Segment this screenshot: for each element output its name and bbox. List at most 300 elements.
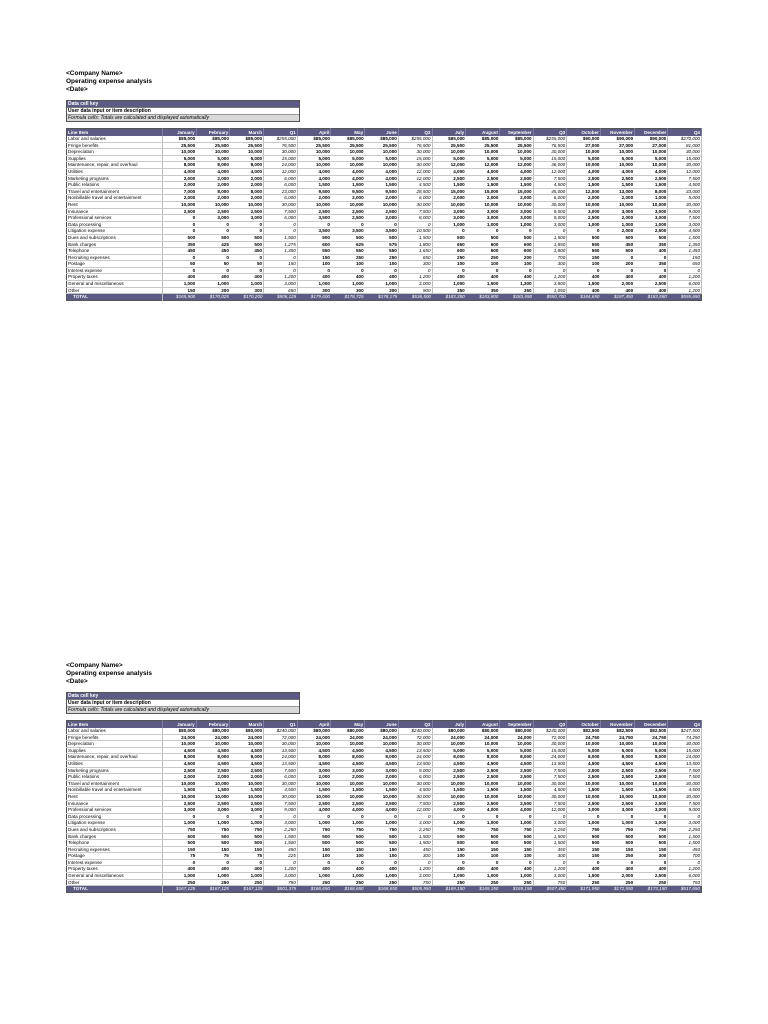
month-value-cell[interactable]: 10,000 xyxy=(365,780,399,787)
month-value-cell[interactable]: 2,000 xyxy=(230,182,264,189)
month-value-cell[interactable]: 2,000 xyxy=(331,195,365,202)
quarter-total-cell[interactable]: 30,000 xyxy=(533,793,567,800)
month-value-cell[interactable]: 3,500 xyxy=(331,228,365,235)
month-value-cell[interactable]: 8,000 xyxy=(230,188,264,195)
month-value-cell[interactable]: $82,500 xyxy=(567,728,601,734)
month-value-cell[interactable]: 2,500 xyxy=(600,767,634,774)
month-value-cell[interactable]: 250 xyxy=(365,879,399,886)
month-value-cell[interactable]: 3,000 xyxy=(432,208,466,215)
month-value-cell[interactable]: 8,000 xyxy=(331,754,365,761)
month-value-cell[interactable]: 250 xyxy=(297,879,331,886)
month-value-cell[interactable]: 10,000 xyxy=(634,780,668,787)
month-value-cell[interactable]: 0 xyxy=(600,267,634,274)
quarter-total-cell[interactable]: 15,000 xyxy=(668,155,702,162)
month-value-cell[interactable]: 500 xyxy=(163,833,197,840)
month-value-cell[interactable]: 0 xyxy=(331,859,365,866)
month-value-cell[interactable]: 10,000 xyxy=(466,741,500,748)
quarter-total-cell[interactable]: 24,000 xyxy=(533,754,567,761)
month-value-cell[interactable]: 4,500 xyxy=(297,760,331,767)
month-value-cell[interactable]: 50 xyxy=(196,261,230,268)
month-value-cell[interactable]: 50 xyxy=(230,261,264,268)
month-value-cell[interactable]: 1,500 xyxy=(331,182,365,189)
month-value-cell[interactable]: 2,500 xyxy=(567,767,601,774)
quarter-total-cell[interactable]: 4,500 xyxy=(668,787,702,794)
month-value-cell[interactable]: 625 xyxy=(331,241,365,248)
month-value-cell[interactable]: 2,500 xyxy=(297,208,331,215)
quarter-total-cell[interactable]: 650 xyxy=(398,254,432,261)
quarter-total-cell[interactable]: 36,000 xyxy=(533,162,567,169)
month-value-cell[interactable]: $80,000 xyxy=(432,728,466,734)
quarter-total-cell[interactable]: $270,000 xyxy=(668,136,702,142)
quarter-total-cell[interactable]: 0 xyxy=(533,228,567,235)
month-value-cell[interactable]: 5,000 xyxy=(600,155,634,162)
month-value-cell[interactable]: 10,000 xyxy=(499,793,533,800)
quarter-total-cell[interactable]: 28,500 xyxy=(398,188,432,195)
quarter-total-cell[interactable]: 1,800 xyxy=(533,248,567,255)
quarter-total-cell[interactable]: 1,650 xyxy=(398,248,432,255)
month-value-cell[interactable]: 500 xyxy=(499,833,533,840)
quarter-total-cell[interactable]: 3,800 xyxy=(533,281,567,288)
quarter-total-cell[interactable]: 0 xyxy=(668,813,702,820)
line-item-label[interactable]: Professional services xyxy=(67,215,163,222)
month-value-cell[interactable]: 10,000 xyxy=(196,149,230,156)
month-value-cell[interactable]: 10,000 xyxy=(634,162,668,169)
quarter-total-cell[interactable]: 1,500 xyxy=(264,234,298,241)
month-value-cell[interactable]: 4,000 xyxy=(196,168,230,175)
month-value-cell[interactable]: 400 xyxy=(567,866,601,873)
quarter-total-cell[interactable]: 3,000 xyxy=(398,820,432,827)
month-value-cell[interactable]: 500 xyxy=(230,833,264,840)
month-value-cell[interactable]: 250 xyxy=(196,879,230,886)
month-value-cell[interactable]: 10,000 xyxy=(634,793,668,800)
quarter-total-cell[interactable]: 30,000 xyxy=(668,149,702,156)
line-item-label[interactable]: Travel and entertainment xyxy=(67,780,163,787)
month-value-cell[interactable]: 5,000 xyxy=(196,155,230,162)
quarter-total-cell[interactable]: 1,800 xyxy=(398,241,432,248)
month-value-cell[interactable]: 10,000 xyxy=(331,162,365,169)
quarter-total-cell[interactable]: 450 xyxy=(533,846,567,853)
month-value-cell[interactable]: 10,000 xyxy=(163,780,197,787)
line-item-label[interactable]: Bank charges xyxy=(67,833,163,840)
month-value-cell[interactable]: 1,500 xyxy=(432,787,466,794)
month-value-cell[interactable]: 400 xyxy=(196,274,230,281)
month-value-cell[interactable]: 750 xyxy=(499,826,533,833)
month-value-cell[interactable]: 1,000 xyxy=(230,820,264,827)
month-value-cell[interactable]: 10,000 xyxy=(230,780,264,787)
month-value-cell[interactable]: 10,000 xyxy=(600,162,634,169)
line-item-label[interactable]: Bank charges xyxy=(67,241,163,248)
month-value-cell[interactable]: 2,000 xyxy=(600,873,634,880)
month-value-cell[interactable]: 10,000 xyxy=(567,149,601,156)
month-value-cell[interactable]: 750 xyxy=(567,826,601,833)
month-value-cell[interactable]: 4,500 xyxy=(163,760,197,767)
month-value-cell[interactable]: 8,000 xyxy=(230,162,264,169)
month-value-cell[interactable]: 0 xyxy=(163,859,197,866)
line-item-label[interactable]: Data processing xyxy=(67,221,163,228)
quarter-total-cell[interactable]: 9,000 xyxy=(533,208,567,215)
month-value-cell[interactable]: 0 xyxy=(499,228,533,235)
month-value-cell[interactable]: 5,000 xyxy=(634,155,668,162)
month-value-cell[interactable]: 2,500 xyxy=(567,175,601,182)
month-value-cell[interactable]: 400 xyxy=(634,287,668,294)
month-value-cell[interactable]: 25,500 xyxy=(365,142,399,149)
line-item-label[interactable]: Nonbillable travel and entertainment xyxy=(67,787,163,794)
month-value-cell[interactable]: 750 xyxy=(297,826,331,833)
month-value-cell[interactable]: 550 xyxy=(567,248,601,255)
month-value-cell[interactable]: $80,000 xyxy=(196,728,230,734)
quarter-total-cell[interactable]: 9,000 xyxy=(533,215,567,222)
month-value-cell[interactable]: 10,000 xyxy=(331,780,365,787)
quarter-total-cell[interactable]: 12,000 xyxy=(264,168,298,175)
line-item-label[interactable]: Supplies xyxy=(67,155,163,162)
quarter-total-cell[interactable]: 1,275 xyxy=(264,241,298,248)
month-value-cell[interactable]: 5,000 xyxy=(163,155,197,162)
month-value-cell[interactable]: 4,000 xyxy=(331,168,365,175)
month-value-cell[interactable]: 0 xyxy=(365,267,399,274)
line-item-label[interactable]: Interest expense xyxy=(67,267,163,274)
quarter-total-cell[interactable]: 6,000 xyxy=(668,281,702,288)
quarter-total-cell[interactable]: 30,000 xyxy=(264,201,298,208)
month-value-cell[interactable]: 300 xyxy=(230,287,264,294)
month-value-cell[interactable]: 4,500 xyxy=(567,760,601,767)
month-value-cell[interactable]: 2,000 xyxy=(499,195,533,202)
month-value-cell[interactable]: 8,000 xyxy=(365,754,399,761)
month-value-cell[interactable]: 1,500 xyxy=(634,182,668,189)
month-value-cell[interactable]: 250 xyxy=(163,879,197,886)
line-item-label[interactable]: Fringe benefits xyxy=(67,734,163,741)
month-value-cell[interactable]: 10,000 xyxy=(600,741,634,748)
month-value-cell[interactable]: 2,000 xyxy=(230,195,264,202)
quarter-total-cell[interactable]: 750 xyxy=(398,879,432,886)
month-value-cell[interactable]: 1,500 xyxy=(499,787,533,794)
month-value-cell[interactable]: 3,000 xyxy=(365,767,399,774)
month-value-cell[interactable]: 1,000 xyxy=(331,281,365,288)
quarter-total-cell[interactable]: 4,500 xyxy=(668,228,702,235)
quarter-total-cell[interactable]: 30,000 xyxy=(533,201,567,208)
quarter-total-cell[interactable]: 12,000 xyxy=(533,807,567,814)
month-value-cell[interactable]: 3,000 xyxy=(297,767,331,774)
month-value-cell[interactable]: 250 xyxy=(432,879,466,886)
month-value-cell[interactable]: 0 xyxy=(163,267,197,274)
month-value-cell[interactable]: 25,500 xyxy=(297,142,331,149)
month-value-cell[interactable]: 0 xyxy=(567,859,601,866)
line-item-label[interactable]: Labor and salaries xyxy=(67,728,163,734)
month-value-cell[interactable]: 2,500 xyxy=(297,800,331,807)
quarter-total-cell[interactable]: 6,000 xyxy=(264,195,298,202)
month-value-cell[interactable]: 10,000 xyxy=(365,741,399,748)
month-value-cell[interactable]: 8,000 xyxy=(634,188,668,195)
month-value-cell[interactable]: 10,000 xyxy=(365,162,399,169)
quarter-total-cell[interactable]: 0 xyxy=(264,859,298,866)
month-value-cell[interactable]: 4,000 xyxy=(297,168,331,175)
month-value-cell[interactable]: 2,500 xyxy=(196,208,230,215)
quarter-total-cell[interactable]: 650 xyxy=(668,261,702,268)
month-value-cell[interactable]: 2,000 xyxy=(466,195,500,202)
month-value-cell[interactable]: 10,000 xyxy=(466,780,500,787)
month-value-cell[interactable]: 750 xyxy=(331,826,365,833)
month-value-cell[interactable]: 8,000 xyxy=(163,754,197,761)
month-value-cell[interactable]: 10,000 xyxy=(230,741,264,748)
month-value-cell[interactable]: 10,000 xyxy=(499,741,533,748)
month-value-cell[interactable]: 0 xyxy=(432,267,466,274)
month-value-cell[interactable]: 500 xyxy=(297,840,331,847)
month-value-cell[interactable]: 2,000 xyxy=(163,182,197,189)
month-value-cell[interactable]: 1,000 xyxy=(432,820,466,827)
quarter-total-cell[interactable]: 0 xyxy=(668,859,702,866)
month-value-cell[interactable]: $90,000 xyxy=(634,136,668,142)
month-value-cell[interactable]: 500 xyxy=(365,833,399,840)
month-value-cell[interactable]: 8,000 xyxy=(297,754,331,761)
month-value-cell[interactable]: 10,000 xyxy=(634,149,668,156)
month-value-cell[interactable]: 0 xyxy=(432,859,466,866)
month-value-cell[interactable]: 10,000 xyxy=(634,741,668,748)
line-item-label[interactable]: Litigation expense xyxy=(67,228,163,235)
month-value-cell[interactable]: 550 xyxy=(365,248,399,255)
quarter-total-cell[interactable]: 300 xyxy=(533,261,567,268)
quarter-total-cell[interactable]: 1,500 xyxy=(668,840,702,847)
month-value-cell[interactable]: 10,000 xyxy=(297,162,331,169)
month-value-cell[interactable]: 1,000 xyxy=(499,873,533,880)
month-value-cell[interactable]: 200 xyxy=(600,261,634,268)
month-value-cell[interactable]: 4,500 xyxy=(331,760,365,767)
month-value-cell[interactable]: 0 xyxy=(365,859,399,866)
month-value-cell[interactable]: 0 xyxy=(466,267,500,274)
month-value-cell[interactable]: 5,000 xyxy=(466,155,500,162)
quarter-total-cell[interactable]: 30,000 xyxy=(398,201,432,208)
quarter-total-cell[interactable]: 1,500 xyxy=(398,234,432,241)
quarter-total-cell[interactable]: 1,850 xyxy=(533,241,567,248)
month-value-cell[interactable]: 500 xyxy=(600,833,634,840)
month-value-cell[interactable]: 7,000 xyxy=(163,188,197,195)
month-value-cell[interactable]: 750 xyxy=(196,826,230,833)
quarter-total-cell[interactable]: 15,000 xyxy=(668,747,702,754)
month-value-cell[interactable]: 8,000 xyxy=(600,754,634,761)
month-value-cell[interactable]: 1,500 xyxy=(297,787,331,794)
month-value-cell[interactable]: 75 xyxy=(163,853,197,860)
month-value-cell[interactable]: $85,000 xyxy=(196,136,230,142)
month-value-cell[interactable]: 2,500 xyxy=(600,175,634,182)
month-value-cell[interactable]: 300 xyxy=(331,287,365,294)
month-value-cell[interactable]: 1,000 xyxy=(297,281,331,288)
line-item-label[interactable]: Supplies xyxy=(67,747,163,754)
month-value-cell[interactable]: 2,000 xyxy=(297,774,331,781)
line-item-label[interactable]: Data processing xyxy=(67,813,163,820)
month-value-cell[interactable]: 500 xyxy=(196,234,230,241)
month-value-cell[interactable]: 3,500 xyxy=(297,228,331,235)
month-value-cell[interactable]: 0 xyxy=(163,254,197,261)
month-value-cell[interactable]: 400 xyxy=(297,274,331,281)
month-value-cell[interactable]: 1,000 xyxy=(163,820,197,827)
month-value-cell[interactable]: 250 xyxy=(365,254,399,261)
line-item-label[interactable]: Public relations xyxy=(67,182,163,189)
quarter-total-cell[interactable]: 72,000 xyxy=(533,734,567,741)
quarter-total-cell[interactable]: 1,500 xyxy=(668,234,702,241)
month-value-cell[interactable]: 24,750 xyxy=(634,734,668,741)
month-value-cell[interactable]: 2,500 xyxy=(634,800,668,807)
month-value-cell[interactable]: 500 xyxy=(365,840,399,847)
month-value-cell[interactable]: 0 xyxy=(365,813,399,820)
month-value-cell[interactable]: 1,000 xyxy=(331,820,365,827)
month-value-cell[interactable]: 500 xyxy=(634,833,668,840)
month-value-cell[interactable]: 2,000 xyxy=(600,228,634,235)
line-item-label[interactable]: Recruiting expenses xyxy=(67,254,163,261)
month-value-cell[interactable]: 75 xyxy=(196,853,230,860)
month-value-cell[interactable]: 400 xyxy=(567,274,601,281)
month-value-cell[interactable]: 400 xyxy=(163,866,197,873)
month-value-cell[interactable]: 400 xyxy=(499,866,533,873)
quarter-total-cell[interactable]: 0 xyxy=(264,267,298,274)
quarter-total-cell[interactable]: 3,000 xyxy=(533,221,567,228)
quarter-total-cell[interactable]: 30,000 xyxy=(668,780,702,787)
month-value-cell[interactable]: 2,000 xyxy=(196,195,230,202)
month-value-cell[interactable]: $80,000 xyxy=(499,728,533,734)
month-value-cell[interactable]: 400 xyxy=(365,274,399,281)
month-value-cell[interactable]: 2,000 xyxy=(230,774,264,781)
month-value-cell[interactable]: 15,000 xyxy=(499,188,533,195)
month-value-cell[interactable]: $80,000 xyxy=(163,728,197,734)
month-value-cell[interactable]: 300 xyxy=(297,287,331,294)
line-item-label[interactable]: Telephone xyxy=(67,248,163,255)
quarter-total-cell[interactable]: 7,500 xyxy=(533,800,567,807)
quarter-total-cell[interactable]: 0 xyxy=(264,228,298,235)
line-item-label[interactable]: Telephone xyxy=(67,840,163,847)
month-value-cell[interactable]: 250 xyxy=(600,853,634,860)
month-value-cell[interactable]: 250 xyxy=(466,879,500,886)
quarter-total-cell[interactable]: 72,000 xyxy=(398,734,432,741)
line-item-label[interactable]: Nonbillable travel and entertainment xyxy=(67,195,163,202)
month-value-cell[interactable]: 1,500 xyxy=(466,182,500,189)
quarter-total-cell[interactable]: 1,050 xyxy=(533,287,567,294)
month-value-cell[interactable]: 4,000 xyxy=(432,168,466,175)
quarter-total-cell[interactable]: 1,200 xyxy=(668,866,702,873)
month-value-cell[interactable]: 0 xyxy=(567,228,601,235)
month-value-cell[interactable]: 27,000 xyxy=(567,142,601,149)
month-value-cell[interactable]: 0 xyxy=(163,215,197,222)
month-value-cell[interactable]: 450 xyxy=(196,248,230,255)
month-value-cell[interactable]: 750 xyxy=(600,826,634,833)
month-value-cell[interactable]: 0 xyxy=(230,228,264,235)
quarter-total-cell[interactable]: 30,000 xyxy=(668,162,702,169)
month-value-cell[interactable]: 100 xyxy=(499,261,533,268)
quarter-total-cell[interactable]: 7,500 xyxy=(264,767,298,774)
quarter-total-cell[interactable]: 150 xyxy=(264,261,298,268)
month-value-cell[interactable]: 2,500 xyxy=(466,800,500,807)
month-value-cell[interactable]: 500 xyxy=(331,234,365,241)
month-value-cell[interactable]: 3,000 xyxy=(466,208,500,215)
month-value-cell[interactable]: 100 xyxy=(297,261,331,268)
quarter-total-cell[interactable]: 3,000 xyxy=(398,281,432,288)
quarter-total-cell[interactable]: 6,000 xyxy=(264,182,298,189)
quarter-total-cell[interactable]: 30,000 xyxy=(668,201,702,208)
month-value-cell[interactable]: 1,500 xyxy=(163,787,197,794)
line-item-label[interactable]: Rent xyxy=(67,793,163,800)
line-item-label[interactable]: Insurance xyxy=(67,208,163,215)
month-value-cell[interactable]: 500 xyxy=(567,833,601,840)
quarter-total-cell[interactable]: 24,000 xyxy=(264,162,298,169)
month-value-cell[interactable]: 400 xyxy=(634,248,668,255)
quarter-total-cell[interactable]: 6,000 xyxy=(264,215,298,222)
month-value-cell[interactable]: 150 xyxy=(365,846,399,853)
quarter-total-cell[interactable]: 1,200 xyxy=(398,274,432,281)
month-value-cell[interactable]: 500 xyxy=(634,234,668,241)
month-value-cell[interactable]: 1,000 xyxy=(466,873,500,880)
month-value-cell[interactable]: 3,000 xyxy=(567,208,601,215)
quarter-total-cell[interactable]: 150 xyxy=(668,254,702,261)
month-value-cell[interactable]: 0 xyxy=(163,228,197,235)
line-item-label[interactable]: Insurance xyxy=(67,800,163,807)
month-value-cell[interactable]: 400 xyxy=(163,274,197,281)
month-value-cell[interactable]: 10,000 xyxy=(567,201,601,208)
month-value-cell[interactable]: 500 xyxy=(432,840,466,847)
month-value-cell[interactable]: 8,000 xyxy=(196,754,230,761)
month-value-cell[interactable]: 450 xyxy=(230,248,264,255)
month-value-cell[interactable]: 1,000 xyxy=(600,221,634,228)
month-value-cell[interactable]: 12,000 xyxy=(567,188,601,195)
month-value-cell[interactable]: 2,500 xyxy=(466,767,500,774)
month-value-cell[interactable]: 400 xyxy=(600,866,634,873)
month-value-cell[interactable]: 10,000 xyxy=(499,780,533,787)
month-value-cell[interactable]: 4,500 xyxy=(163,747,197,754)
quarter-total-cell[interactable]: 7,500 xyxy=(668,774,702,781)
month-value-cell[interactable]: 10,000 xyxy=(163,201,197,208)
month-value-cell[interactable]: 4,500 xyxy=(499,760,533,767)
month-value-cell[interactable]: 100 xyxy=(466,853,500,860)
quarter-total-cell[interactable]: $240,000 xyxy=(264,728,298,734)
month-value-cell[interactable]: 10,000 xyxy=(297,780,331,787)
quarter-total-cell[interactable]: 3,000 xyxy=(398,873,432,880)
quarter-total-cell[interactable]: 13,500 xyxy=(264,747,298,754)
month-value-cell[interactable]: 750 xyxy=(365,826,399,833)
month-value-cell[interactable]: 0 xyxy=(297,859,331,866)
quarter-total-cell[interactable]: 0 xyxy=(264,221,298,228)
month-value-cell[interactable]: 10,000 xyxy=(196,741,230,748)
month-value-cell[interactable]: 3,000 xyxy=(634,215,668,222)
month-value-cell[interactable]: 10,000 xyxy=(365,793,399,800)
line-item-label[interactable]: Property taxes xyxy=(67,866,163,873)
quarter-total-cell[interactable]: 13,500 xyxy=(398,760,432,767)
month-value-cell[interactable]: 0 xyxy=(600,859,634,866)
month-value-cell[interactable]: 0 xyxy=(196,254,230,261)
month-value-cell[interactable]: 3,000 xyxy=(466,215,500,222)
month-value-cell[interactable]: 24,000 xyxy=(196,734,230,741)
month-value-cell[interactable]: 4,500 xyxy=(365,760,399,767)
month-value-cell[interactable]: 2,500 xyxy=(499,800,533,807)
quarter-total-cell[interactable]: 1,500 xyxy=(533,840,567,847)
month-value-cell[interactable]: 2,500 xyxy=(432,767,466,774)
month-value-cell[interactable]: 24,000 xyxy=(499,734,533,741)
quarter-total-cell[interactable]: 13,500 xyxy=(668,760,702,767)
quarter-total-cell[interactable]: 1,200 xyxy=(668,287,702,294)
line-item-label[interactable]: Marketing programs xyxy=(67,175,163,182)
month-value-cell[interactable]: 600 xyxy=(466,248,500,255)
month-value-cell[interactable]: 500 xyxy=(230,234,264,241)
month-value-cell[interactable]: $80,000 xyxy=(230,728,264,734)
month-value-cell[interactable]: 4,000 xyxy=(567,168,601,175)
month-value-cell[interactable]: 150 xyxy=(331,846,365,853)
month-value-cell[interactable]: 5,000 xyxy=(600,747,634,754)
month-value-cell[interactable]: 2,500 xyxy=(634,873,668,880)
month-value-cell[interactable]: 650 xyxy=(432,241,466,248)
quarter-total-cell[interactable]: 9,000 xyxy=(668,208,702,215)
month-value-cell[interactable]: 12,000 xyxy=(499,162,533,169)
month-value-cell[interactable]: 250 xyxy=(466,254,500,261)
month-value-cell[interactable]: 10,000 xyxy=(600,780,634,787)
month-value-cell[interactable]: 0 xyxy=(297,221,331,228)
month-value-cell[interactable]: 10,000 xyxy=(196,201,230,208)
month-value-cell[interactable]: 3,000 xyxy=(230,215,264,222)
month-value-cell[interactable]: 5,000 xyxy=(230,155,264,162)
month-value-cell[interactable]: 2,500 xyxy=(432,774,466,781)
